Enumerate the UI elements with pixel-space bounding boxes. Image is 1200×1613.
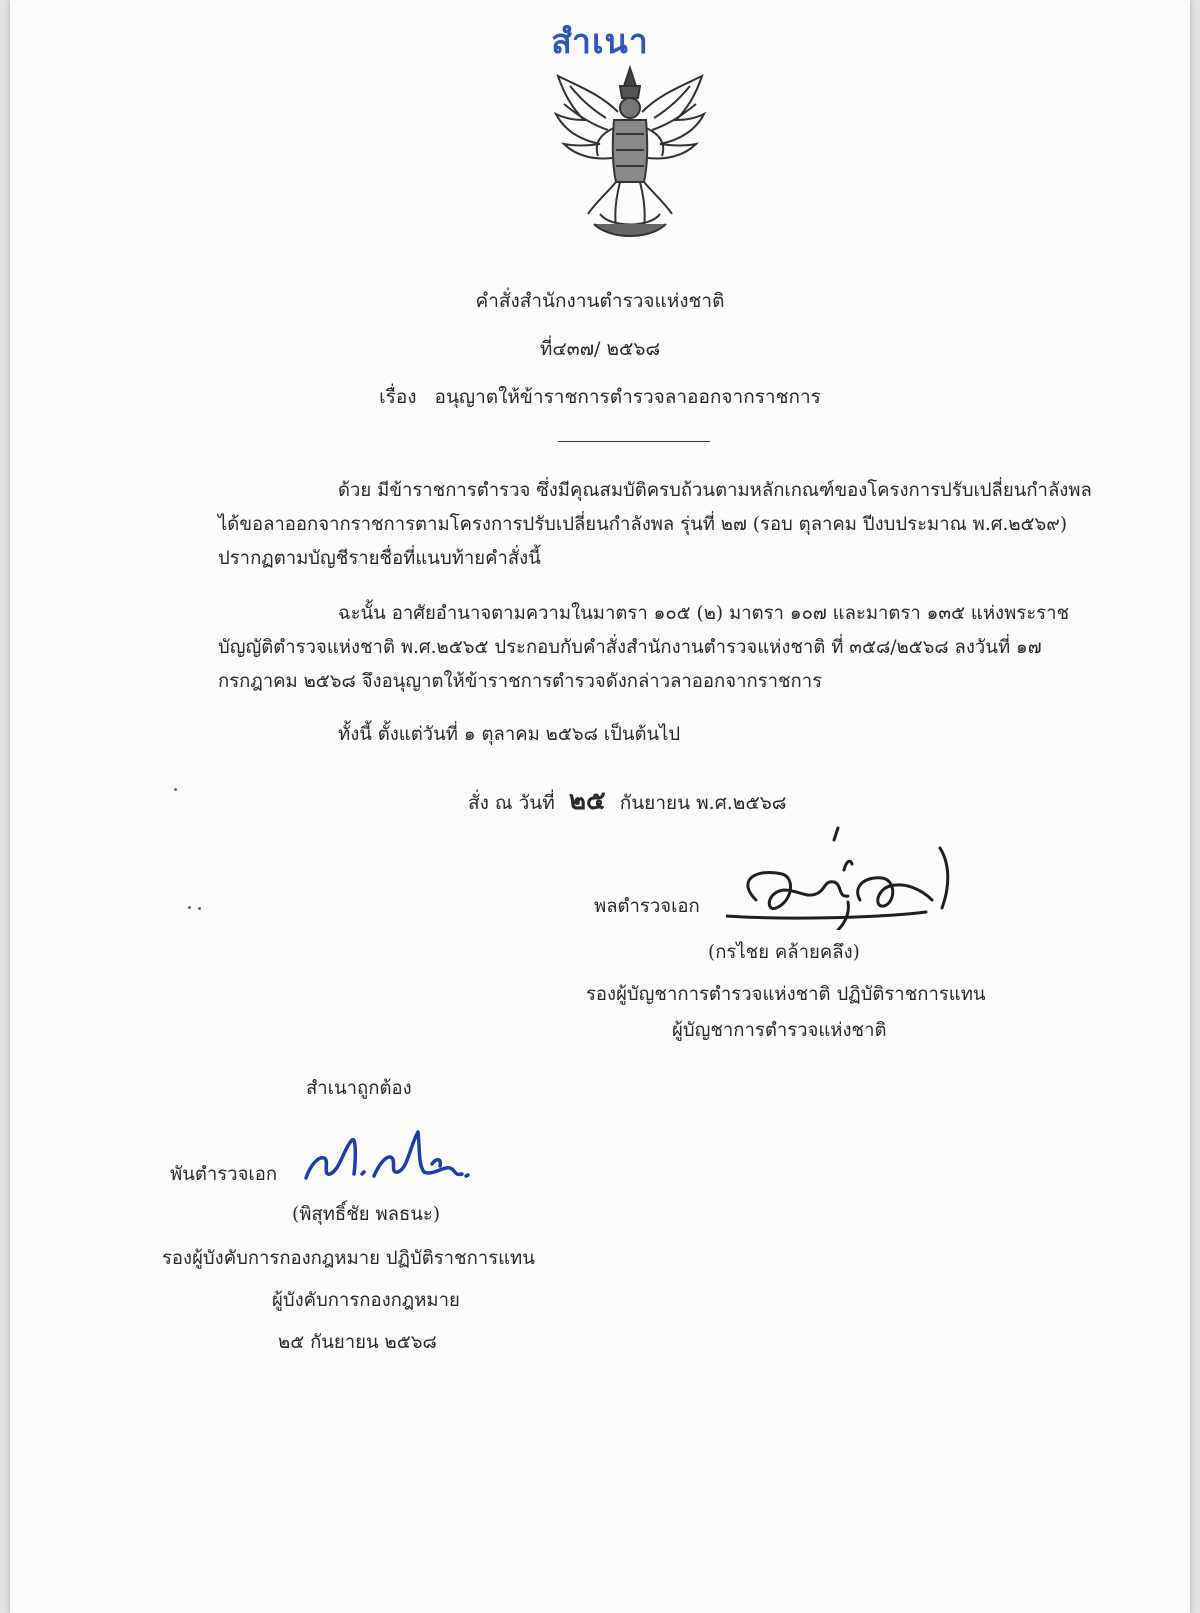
signature-icon [726,820,996,930]
signer-name: (กรไชย คล้ายคลึง) [708,942,860,963]
ordered-prefix: สั่ง ณ วันที่ [468,792,555,814]
certifier-rank: พันตำรวจเอก [170,1164,278,1185]
document-page [10,0,1190,1613]
order-number: ที่๔๓๗/ ๒๕๖๘ [539,338,661,360]
scan-speck [188,906,191,909]
order-subject-line [10,382,1190,412]
certified-date: ๒๕ กันยายน ๒๕๖๘ [278,1332,437,1353]
subject-label: เรื่อง [379,386,417,408]
certifier-position-1: รองผู้บังคับการกองกฎหมาย ปฏิบัติราชการแทน [162,1248,535,1269]
certified-label: สำเนาถูกต้อง [306,1078,412,1099]
signer-rank: พลตำรวจเอก [594,896,700,917]
body-paragraph-2: ฉะนั้น อาศัยอำนาจตามความในมาตรา ๑๐๕ (๒) มาตรา ๑๐๗ และมาตรา ๑๓๕ แห่งพระราชบัญญัติตำรวจแห่งชาติ พ.ศ.๒๕๖๕ ประกอบกับคำสั่งสำนักงานตำรวจแห่งชาติ ที่ ๓๕๘/๒๕๖๘ ลงวันที่ ๑๗ กรกฎาคม ๒๕๖๘ จึงอนุญาตให้ข้าราชการตำรวจดังกล่าวลาออกจากราชการ [218,603,1070,692]
copy-stamp: สำเนา [551,22,649,62]
certifier-signature-icon [300,1118,470,1188]
scan-speck [174,788,177,791]
signer-position-1: รองผู้บัญชาการตำรวจแห่งชาติ ปฏิบัติราชการแทน [586,984,986,1005]
garuda-emblem-icon [550,64,710,240]
body-paragraph-1: ด้วย มีข้าราชการตำรวจ ซึ่งมีคุณสมบัติครบถ้วนตามหลักเกณฑ์ของโครงการปรับเปลี่ยนกำลังพล ได้ขอลาออกจากราชการตามโครงการปรับเปลี่ยนกำลังพล รุ่นที่ ๒๗ (รอบ ตุลาคม ปีงบประมาณ พ.ศ.๒๕๖๙) ปรากฏตามบัญชีรายชื่อที่แนบท้ายคำสั่งนี้ [218,480,1092,569]
certifier-position-2: ผู้บังคับการกองกฎหมาย [272,1290,460,1311]
scan-speck [198,907,201,910]
subject-text: อนุญาตให้ข้าราชการตำรวจลาออกจากราชการ [434,386,821,408]
divider-line [558,441,710,442]
ordered-day: ๒๕ [568,786,606,816]
ordered-suffix: กันยายน พ.ศ.๒๕๖๘ [619,792,787,814]
ordered-date-line [468,780,786,821]
order-title: คำสั่งสำนักงานตำรวจแห่งชาติ [475,290,725,312]
signer-position-2: ผู้บัญชาการตำรวจแห่งชาติ [672,1020,887,1041]
certifier-name: (พิสุทธิ์ชัย พลธนะ) [292,1204,441,1225]
body-paragraph-3: ทั้งนี้ ตั้งแต่วันที่ ๑ ตุลาคม ๒๕๖๘ เป็นต้นไป [338,724,681,745]
